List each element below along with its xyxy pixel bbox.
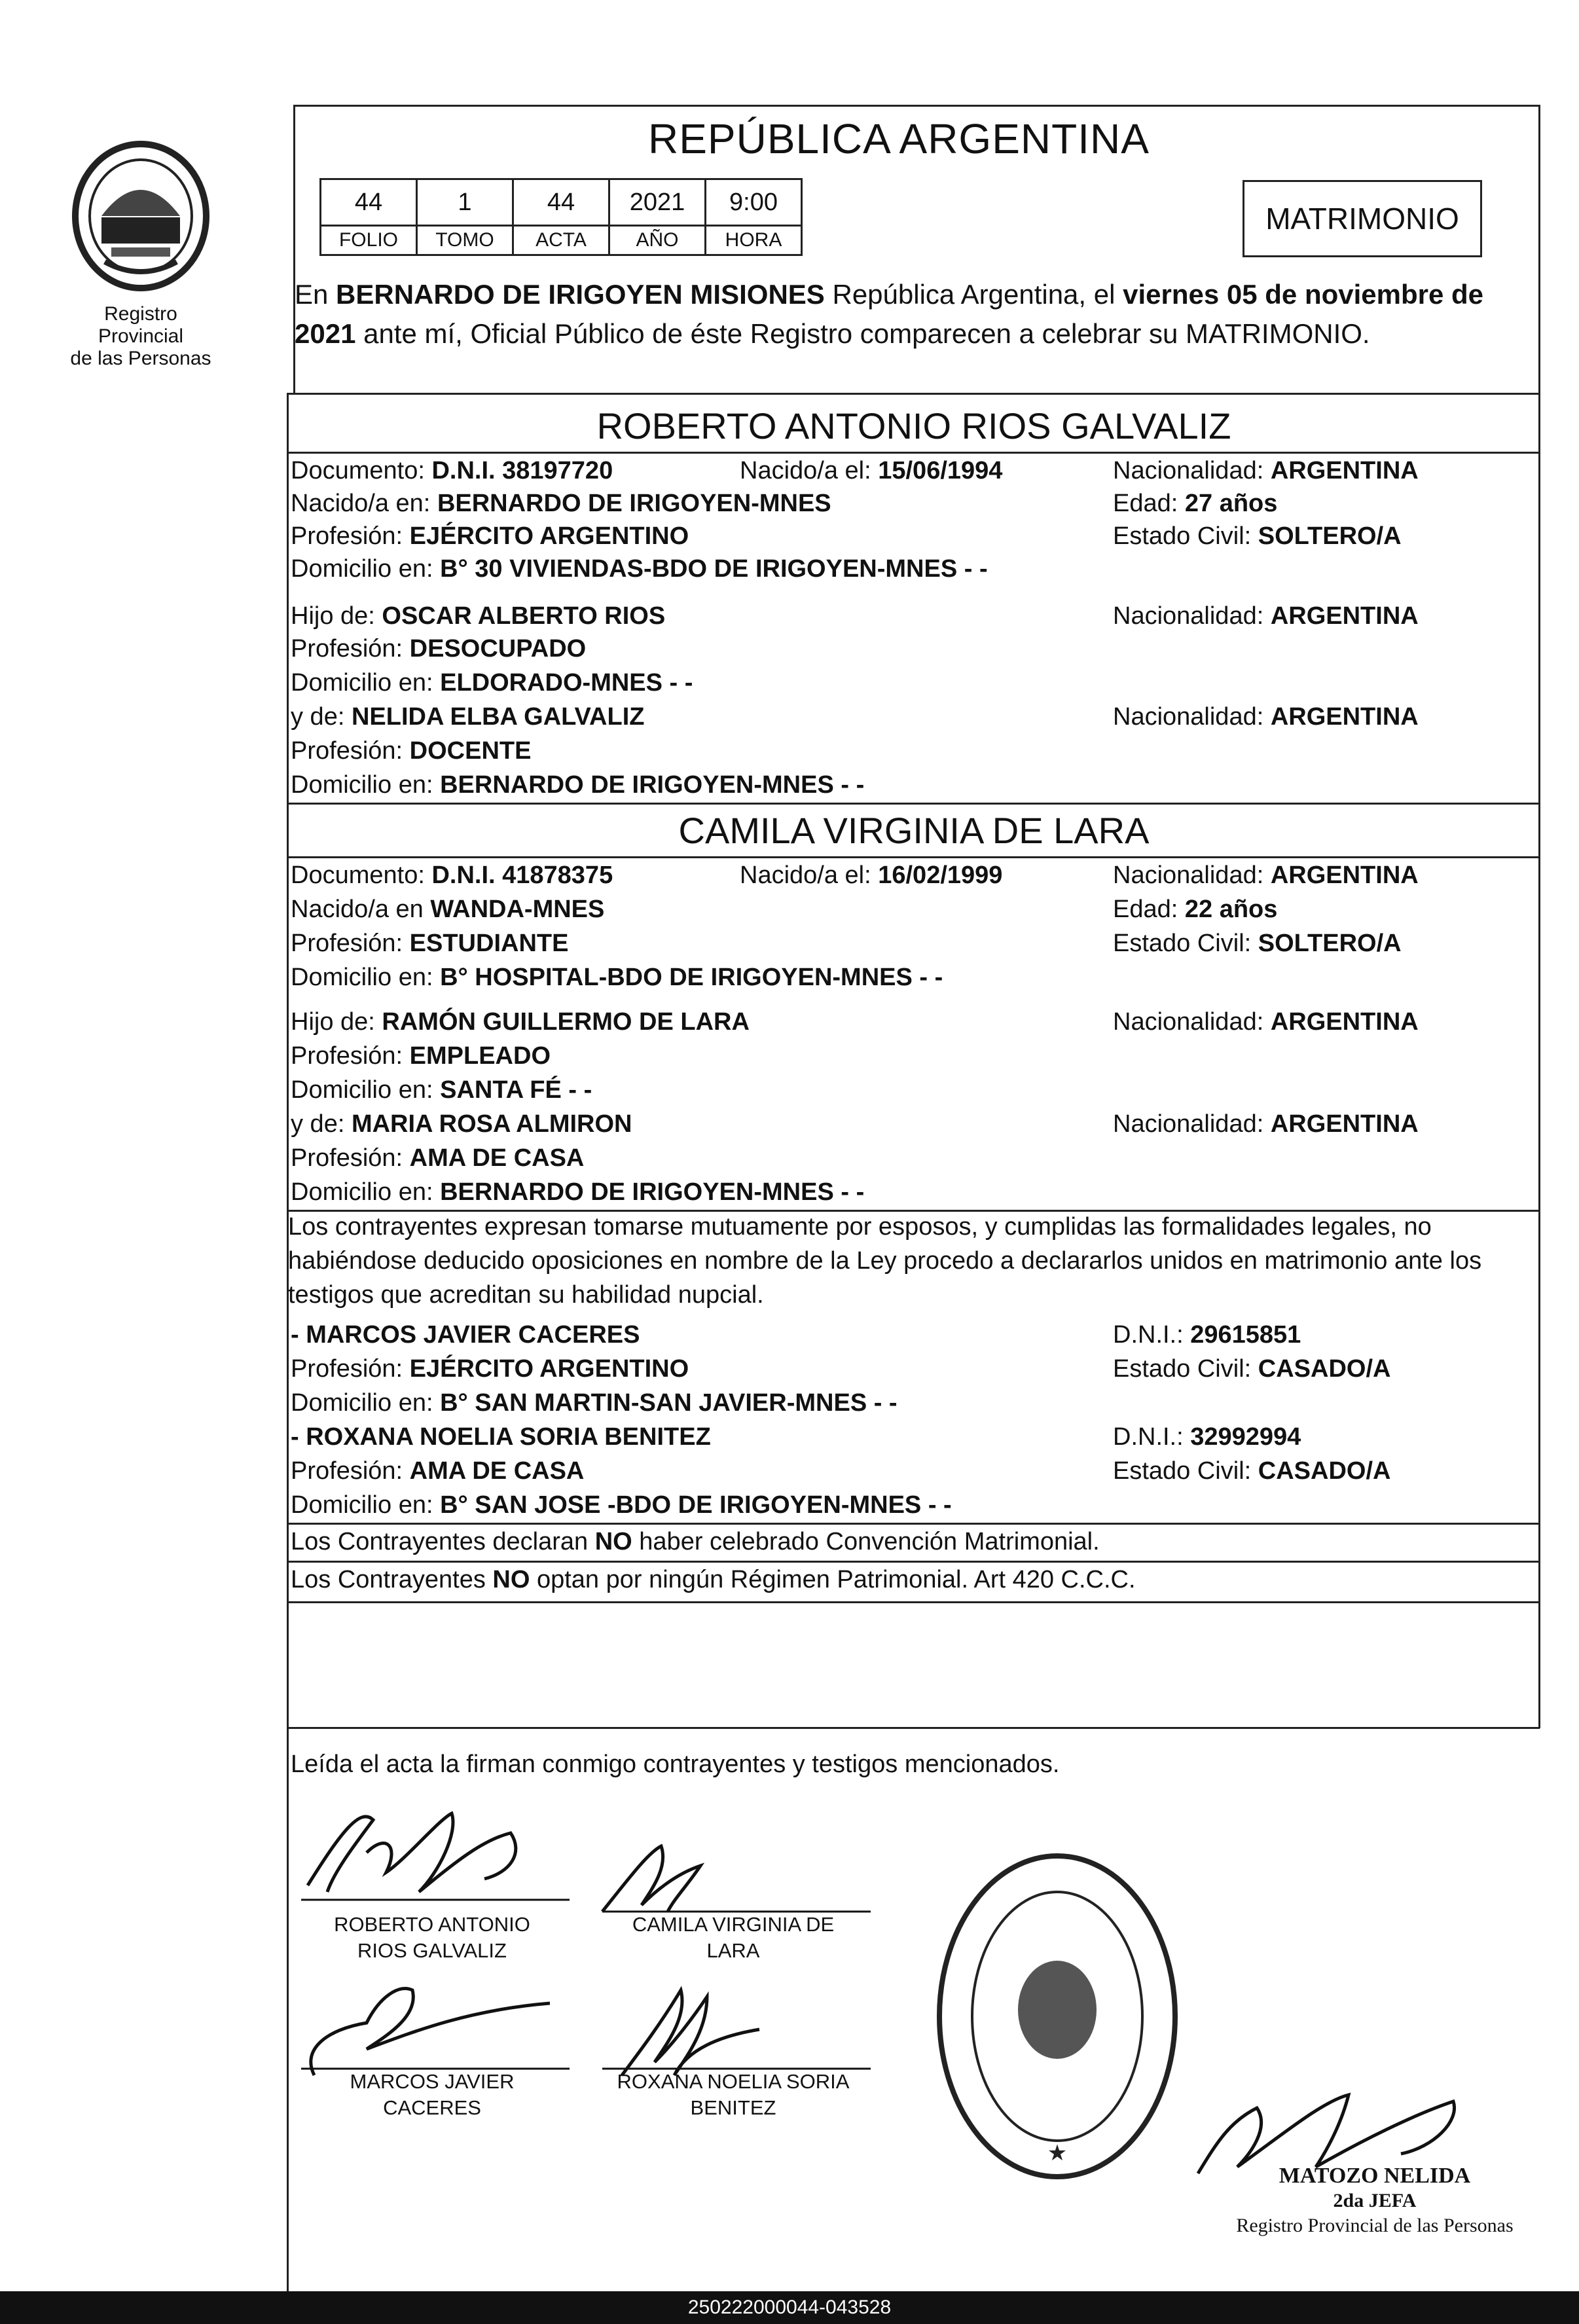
officer-block xyxy=(1218,2164,1532,2238)
spouse1-age: Edad: 27 años xyxy=(1113,490,1278,517)
divider xyxy=(288,1561,1540,1563)
divider xyxy=(288,452,1540,454)
witness1-dni: D.N.I.: 29615851 xyxy=(1113,1321,1301,1349)
country-title: REPÚBLICA ARGENTINA xyxy=(648,115,1150,162)
folio-value: 44 xyxy=(321,179,417,226)
hour-label: HORA xyxy=(706,226,802,255)
divider xyxy=(288,1727,1540,1729)
spouse1-mother-profession: Profesión: DOCENTE xyxy=(291,737,532,765)
witness1-civil-status: Estado Civil: CASADO/A xyxy=(1113,1355,1391,1383)
spouse1-father-profession: Profesión: DESOCUPADO xyxy=(291,635,587,663)
spouse1-father: Hijo de: OSCAR ALBERTO RIOS xyxy=(291,602,666,630)
signature-label-2: CAMILA VIRGINIA DE LARA xyxy=(632,1913,835,1962)
divider xyxy=(288,803,1540,805)
spouse1-father-nationality: Nacionalidad: ARGENTINA xyxy=(1113,602,1419,630)
spouse1-mother-address: Domicilio en: BERNARDO DE IRIGOYEN-MNES - - xyxy=(291,771,865,799)
signature-label-1: ROBERTO ANTONIO RIOS GALVALIZ xyxy=(334,1913,530,1962)
spouse1-mother: y de: NELIDA ELBA GALVALIZ xyxy=(291,703,645,731)
tomo-value: 1 xyxy=(417,179,513,226)
intro-paragraph xyxy=(295,275,1538,354)
witness2-civil-status: Estado Civil: CASADO/A xyxy=(1113,1457,1391,1485)
seal-caption-line1: Registro Provincial xyxy=(98,303,184,347)
spouse1-name: ROBERTO ANTONIO RIOS GALVALIZ xyxy=(596,405,1231,446)
spouse2-age: Edad: 22 años xyxy=(1113,896,1278,923)
witness1-address: Domicilio en: B° SAN MARTIN-SAN JAVIER-MNES - - xyxy=(291,1389,898,1417)
signature-label-3: MARCOS JAVIER CACERES xyxy=(350,2070,515,2119)
intro-part3: ante mí, Oficial Público de éste Registro comparecen a celebrar su MATRIMONIO. xyxy=(355,318,1370,349)
record-type-box: MATRIMONIO xyxy=(1243,180,1482,257)
spouse1-nationality: Nacionalidad: ARGENTINA xyxy=(1113,457,1419,484)
spouse2-civil-status: Estado Civil: SOLTERO/A xyxy=(1113,930,1402,957)
spouse1-document: Documento: D.N.I. 38197720 xyxy=(291,457,613,484)
spouse2-mother-profession: Profesión: AMA DE CASA xyxy=(291,1144,585,1172)
spouse2-birthdate: Nacido/a el: 16/02/1999 xyxy=(740,862,1003,889)
spouse2-father-address: Domicilio en: SANTA FÉ - - xyxy=(291,1076,592,1104)
signature-roberto-icon xyxy=(288,1794,576,1905)
spouse2-profession: Profesión: ESTUDIANTE xyxy=(291,930,569,957)
document-id-footer: 250222000044-043528 xyxy=(0,2291,1579,2324)
svg-text:★: ★ xyxy=(1047,2141,1068,2166)
year-value: 2021 xyxy=(609,179,706,226)
spouse2-mother: y de: MARIA ROSA ALMIRON xyxy=(291,1110,632,1138)
closing-statement: Leída el acta la firman conmigo contrayentes y testigos mencionados. xyxy=(291,1751,1060,1778)
spouse2-nationality: Nacionalidad: ARGENTINA xyxy=(1113,862,1419,889)
officer-title: 2da JEFA xyxy=(1333,2190,1417,2211)
divider xyxy=(288,856,1540,858)
record-index-table xyxy=(319,178,803,256)
spouse1-birthdate: Nacido/a el: 15/06/1994 xyxy=(740,457,1003,484)
intro-place: BERNARDO DE IRIGOYEN MISIONES xyxy=(336,279,825,310)
spouse2-document: Documento: D.N.I. 41878375 xyxy=(291,862,613,889)
witness2-profession: Profesión: AMA DE CASA xyxy=(291,1457,585,1485)
spouse1-father-address: Domicilio en: ELDORADO-MNES - - xyxy=(291,669,693,697)
frame-right xyxy=(1538,105,1540,1728)
acta-label: ACTA xyxy=(513,226,609,255)
divider xyxy=(288,1523,1540,1525)
province-seal-icon xyxy=(65,137,216,295)
convention-line1: Los Contrayentes declaran NO haber celebrado Convención Matrimonial. xyxy=(291,1528,1100,1555)
spouse1-mother-nationality: Nacionalidad: ARGENTINA xyxy=(1113,703,1419,731)
spouse2-father: Hijo de: RAMÓN GUILLERMO DE LARA xyxy=(291,1008,750,1036)
divider xyxy=(288,1601,1540,1603)
witness2-dni: D.N.I.: 32992994 xyxy=(1113,1423,1301,1451)
hour-value: 9:00 xyxy=(706,179,802,226)
spouse2-father-nationality: Nacionalidad: ARGENTINA xyxy=(1113,1008,1419,1036)
frame-top xyxy=(293,105,1540,107)
intro-date: viernes 05 de noviembre de 2021 xyxy=(295,279,1484,349)
signature-camila-icon xyxy=(589,1833,877,1918)
official-stamp-icon xyxy=(930,1846,1185,2187)
spouse2-mother-nationality: Nacionalidad: ARGENTINA xyxy=(1113,1110,1419,1138)
witness1-profession: Profesión: EJÉRCITO ARGENTINO xyxy=(291,1355,689,1383)
witness1-name: - MARCOS JAVIER CACERES xyxy=(291,1321,640,1349)
spouse2-mother-address: Domicilio en: BERNARDO DE IRIGOYEN-MNES - - xyxy=(291,1178,865,1206)
spouse1-address: Domicilio en: B° 30 VIVIENDAS-BDO DE IRIGOYEN-MNES - - xyxy=(291,555,988,583)
divider xyxy=(288,393,1540,395)
declaration-paragraph: Los contrayentes expresan tomarse mutuamente por esposos, y cumplidas las formalidades legales, no habiéndose deducido oposiciones en nombre de la Ley procedo a declararlos unidos en matrimonio ante los testigos que acreditan su habilidad nupcial. xyxy=(288,1213,1482,1309)
intro-part1: En xyxy=(295,279,336,310)
tomo-label: TOMO xyxy=(417,226,513,255)
spouse1-civil-status: Estado Civil: SOLTERO/A xyxy=(1113,522,1402,550)
witness2-address: Domicilio en: B° SAN JOSE -BDO DE IRIGOYEN-MNES - - xyxy=(291,1491,952,1519)
acta-value: 44 xyxy=(513,179,609,226)
signature-label-4: ROXANA NOELIA SORIA BENITEZ xyxy=(617,2070,850,2119)
spouse2-birthplace: Nacido/a en WANDA-MNES xyxy=(291,896,605,923)
convention-line2: Los Contrayentes NO optan por ningún Régimen Patrimonial. Art 420 C.C.C. xyxy=(291,1566,1136,1593)
spouse2-name: CAMILA VIRGINIA DE LARA xyxy=(678,810,1150,851)
officer-office: Registro Provincial de las Personas xyxy=(1236,2215,1514,2236)
spouse2-father-profession: Profesión: EMPLEADO xyxy=(291,1042,551,1070)
seal-caption-line2: de las Personas xyxy=(70,348,211,369)
year-label: AÑO xyxy=(609,226,706,255)
spouse1-birthplace: Nacido/a en: BERNARDO DE IRIGOYEN-MNES xyxy=(291,490,831,517)
officer-name: MATOZO NELIDA xyxy=(1279,2164,1471,2188)
registry-seal xyxy=(65,137,216,370)
spouse2-address: Domicilio en: B° HOSPITAL-BDO DE IRIGOYEN-MNES - - xyxy=(291,964,943,991)
witness2-name: - ROXANA NOELIA SORIA BENITEZ xyxy=(291,1423,711,1451)
intro-part2: República Argentina, el xyxy=(824,279,1123,310)
spouse1-profession: Profesión: EJÉRCITO ARGENTINO xyxy=(291,522,689,550)
folio-label: FOLIO xyxy=(321,226,417,255)
